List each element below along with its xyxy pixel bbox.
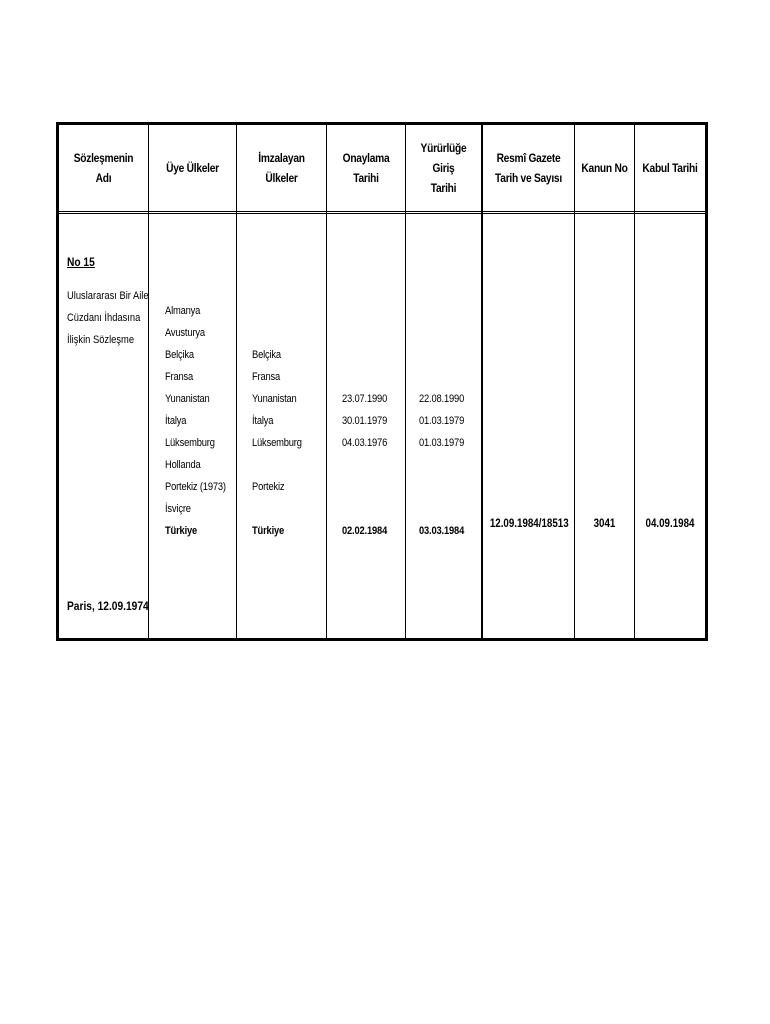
signatory-country	[252, 300, 302, 322]
entry-date: 22.08.1990	[419, 393, 465, 405]
member-country: Yunanistan	[165, 393, 210, 405]
approval-date: 23.07.1990	[342, 393, 388, 405]
entry-date	[419, 366, 464, 388]
approval-date: 04.03.1976	[342, 437, 388, 449]
law-number-value: 3041	[593, 518, 616, 530]
entry-date-turkey: 03.03.1984	[419, 525, 465, 537]
member-country: Hollanda	[165, 459, 201, 471]
header-member-countries: Üye Ülkeler	[166, 161, 219, 175]
approval-date	[342, 476, 387, 498]
approval-date-turkey: 02.02.1984	[342, 525, 388, 537]
approval-date: 30.01.1979	[342, 415, 388, 427]
header-law-number: Kanun No	[581, 161, 628, 175]
signatory-country: Belçika	[252, 349, 281, 361]
entry-date	[419, 454, 464, 476]
adoption-date-value: 04.09.1984	[645, 518, 695, 530]
header-entry-into-force-date: Yürürlüğe Giriş Tarihi	[420, 141, 467, 195]
signatory-country-turkey: Türkiye	[252, 525, 285, 537]
signatory-country: Portekiz	[252, 481, 285, 493]
entry-date	[419, 476, 464, 498]
member-country: Portekiz (1973)	[165, 481, 226, 493]
member-country: İsviçre	[165, 503, 191, 515]
signatory-country	[252, 322, 302, 344]
member-country: Avusturya	[165, 327, 205, 339]
official-gazette-value: 12.09.1984/18513	[489, 518, 569, 530]
convention-title	[67, 285, 149, 351]
signatory-country: İtalya	[252, 415, 274, 427]
approval-date	[342, 322, 387, 344]
member-country: Belçika	[165, 349, 194, 361]
convention-title-line: İlişkin Sözleşme	[67, 334, 135, 346]
header-approval-date: Onaylama Tarihi	[342, 151, 390, 185]
approval-date	[342, 498, 387, 520]
header-signatory-countries: İmzalayan Ülkeler	[258, 151, 305, 185]
member-country: Lüksemburg	[165, 437, 215, 449]
entry-date	[419, 322, 464, 344]
entry-date	[419, 498, 464, 520]
signatory-countries-list	[252, 300, 302, 542]
header-row	[59, 125, 705, 211]
entry-date: 01.03.1979	[419, 415, 465, 427]
convention-place-date: Paris, 12.09.1974	[67, 599, 149, 613]
entry-date: 01.03.1979	[419, 437, 465, 449]
signatory-country	[252, 454, 302, 476]
member-country: Almanya	[165, 305, 201, 317]
member-countries-list	[165, 300, 226, 542]
convention-table	[56, 122, 708, 641]
approval-date	[342, 366, 387, 388]
approval-dates-list	[342, 300, 387, 542]
approval-date	[342, 300, 387, 322]
header-official-gazette: Resmî Gazete Tarih ve Sayısı	[495, 151, 562, 185]
member-country-turkey: Türkiye	[165, 525, 198, 537]
signatory-country: Fransa	[252, 371, 281, 383]
entry-date	[419, 300, 464, 322]
header-separator	[59, 211, 705, 214]
signatory-country	[252, 498, 302, 520]
convention-number: No 15	[67, 255, 95, 269]
signatory-country: Lüksemburg	[252, 437, 302, 449]
header-adoption-date: Kabul Tarihi	[642, 161, 698, 175]
signatory-country: Yunanistan	[252, 393, 297, 405]
convention-title-line: Cüzdanı İhdasına	[67, 312, 141, 324]
header-convention-name: Sözleşmenin Adı	[73, 151, 134, 185]
approval-date	[342, 344, 387, 366]
entry-date	[419, 344, 464, 366]
approval-date	[342, 454, 387, 476]
convention-title-line: Uluslararası Bir Aile	[67, 290, 149, 302]
member-country: İtalya	[165, 415, 187, 427]
member-country: Fransa	[165, 371, 194, 383]
entry-dates-list	[419, 300, 464, 542]
